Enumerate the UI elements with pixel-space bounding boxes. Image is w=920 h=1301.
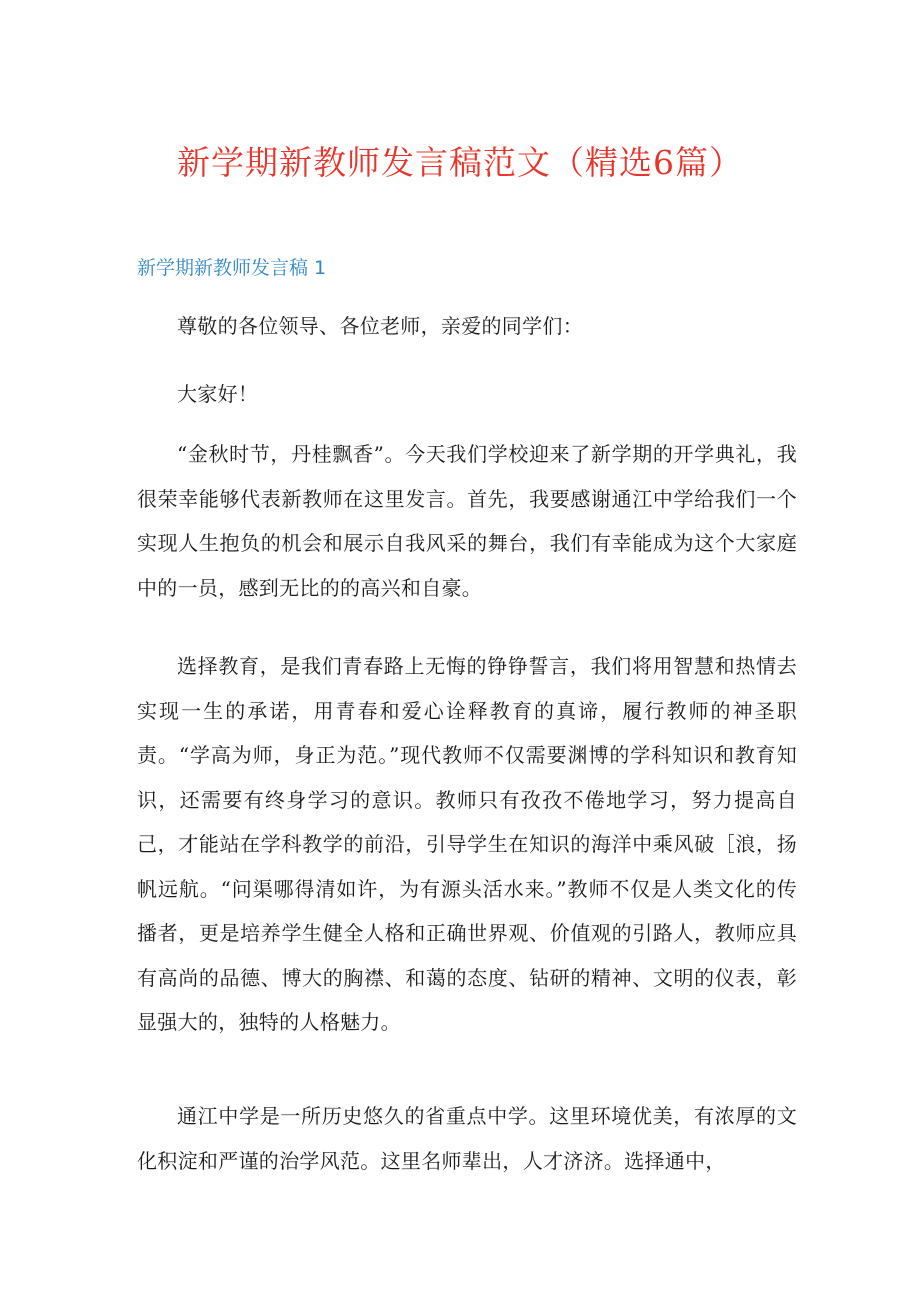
paragraph-salutation: 尊敬的各位领导、各位老师，亲爱的同学们： <box>177 314 583 338</box>
paragraph-greeting: 大家好！ <box>177 382 259 406</box>
paragraph-education: 选择教育，是我们青春路上无悔的铮铮誓言，我们将用智慧和热情去实现一生的承诺，用青春和爱心诠释教育的真谛，履行教师的神圣职责。“学高为师，身正为范。”现代教师不仅需要渊博的学科知识和教育知识，还需要有终身学习的意识。教师只有孜孜不倦地学习，努力提高自己，才能站在学科教学的前沿，引导学生在知识的海洋中乘风破［浪，扬帆远航。“问渠哪得清如许，为有源头活水来。”教师不仅是人类文化的传播者，更是培养学生健全人格和正确世界观、价值观的引路人，教师应具有高尚的品德、博大的胸襟、和蔼的态度、钻研的精神、文明的仪表，彰显强大的，独特的人格魅力。 <box>137 654 797 1034</box>
section-heading: 新学期新教师发言稿 1 <box>137 257 327 279</box>
paragraph-school: 通江中学是一所历史悠久的省重点中学。这里环境优美，有浓厚的文化积淀和严谨的治学风范。这里名师辈出，人才济济。选择通中， <box>137 1104 797 1173</box>
paragraph-opening: “金秋时节，丹桂飘香”。今天我们学校迎来了新学期的开学典礼，我很荣幸能够代表新教师在这里发言。首先，我要感谢通江中学给我们一个实现人生抱负的机会和展示自我风采的舞台，我们有幸能成为这个大家庭中的一员，感到无比的的高兴和自豪。 <box>137 442 797 600</box>
document-title: 新学期新教师发言稿范文（精选6篇） <box>177 143 743 182</box>
